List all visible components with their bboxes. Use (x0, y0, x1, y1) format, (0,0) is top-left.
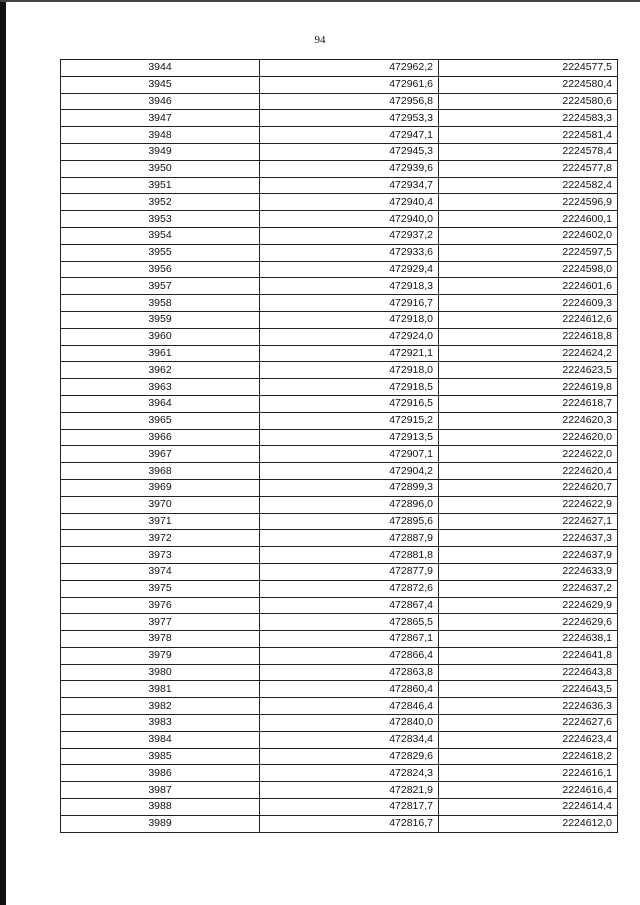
x-coordinate-cell: 472860,4 (260, 681, 439, 698)
table-row (61, 664, 618, 681)
x-coordinate-cell: 472816,7 (260, 815, 439, 832)
x-coordinate-cell: 472896,0 (260, 496, 439, 513)
table-row (61, 429, 618, 446)
table-row (61, 463, 618, 480)
y-coordinate-cell: 2224581,4 (439, 127, 618, 144)
x-coordinate-cell: 472866,4 (260, 647, 439, 664)
page-number: 94 (314, 34, 326, 46)
table-row (61, 194, 618, 211)
table-row (61, 395, 618, 412)
point-number-cell: 3948 (61, 127, 260, 144)
x-coordinate-cell: 472933,6 (260, 244, 439, 261)
table-row (61, 127, 618, 144)
table-row (61, 261, 618, 278)
point-number-cell: 3980 (61, 664, 260, 681)
point-number-cell: 3971 (61, 513, 260, 530)
scan-left-border (0, 0, 6, 905)
y-coordinate-cell: 2224624,2 (439, 345, 618, 362)
table-row (61, 379, 618, 396)
point-number-cell: 3981 (61, 681, 260, 698)
y-coordinate-cell: 2224597,5 (439, 244, 618, 261)
table-row (61, 799, 618, 816)
y-coordinate-cell: 2224620,7 (439, 479, 618, 496)
table-row (61, 681, 618, 698)
point-number-cell: 3947 (61, 110, 260, 127)
table-row (61, 446, 618, 463)
table-row (61, 715, 618, 732)
table-row (61, 211, 618, 228)
point-number-cell: 3965 (61, 412, 260, 429)
point-number-cell: 3945 (61, 76, 260, 93)
table-row (61, 345, 618, 362)
table-row (61, 143, 618, 160)
x-coordinate-cell: 472929,4 (260, 261, 439, 278)
table-row (61, 547, 618, 564)
point-number-cell: 3969 (61, 479, 260, 496)
x-coordinate-cell: 472904,2 (260, 463, 439, 480)
table-row (61, 765, 618, 782)
y-coordinate-cell: 2224622,0 (439, 446, 618, 463)
table-row (61, 295, 618, 312)
table-row (61, 731, 618, 748)
y-coordinate-cell: 2224580,6 (439, 93, 618, 110)
coordinates-table (60, 59, 618, 833)
table-row (61, 177, 618, 194)
x-coordinate-cell: 472924,0 (260, 328, 439, 345)
point-number-cell: 3955 (61, 244, 260, 261)
y-coordinate-cell: 2224638,1 (439, 631, 618, 648)
x-coordinate-cell: 472961,6 (260, 76, 439, 93)
y-coordinate-cell: 2224582,4 (439, 177, 618, 194)
x-coordinate-cell: 472865,5 (260, 614, 439, 631)
table-row (61, 496, 618, 513)
x-coordinate-cell: 472887,9 (260, 530, 439, 547)
x-coordinate-cell: 472817,7 (260, 799, 439, 816)
y-coordinate-cell: 2224637,2 (439, 580, 618, 597)
coordinates-table-body (61, 60, 618, 833)
point-number-cell: 3970 (61, 496, 260, 513)
x-coordinate-cell: 472916,5 (260, 395, 439, 412)
table-row (61, 311, 618, 328)
point-number-cell: 3988 (61, 799, 260, 816)
x-coordinate-cell: 472881,8 (260, 547, 439, 564)
point-number-cell: 3966 (61, 429, 260, 446)
table-row (61, 815, 618, 832)
point-number-cell: 3963 (61, 379, 260, 396)
y-coordinate-cell: 2224620,3 (439, 412, 618, 429)
point-number-cell: 3954 (61, 227, 260, 244)
x-coordinate-cell: 472895,6 (260, 513, 439, 530)
x-coordinate-cell: 472916,7 (260, 295, 439, 312)
y-coordinate-cell: 2224618,8 (439, 328, 618, 345)
table-row (61, 160, 618, 177)
y-coordinate-cell: 2224623,5 (439, 362, 618, 379)
x-coordinate-cell: 472913,5 (260, 429, 439, 446)
y-coordinate-cell: 2224627,6 (439, 715, 618, 732)
y-coordinate-cell: 2224616,1 (439, 765, 618, 782)
point-number-cell: 3978 (61, 631, 260, 648)
table-row (61, 479, 618, 496)
point-number-cell: 3956 (61, 261, 260, 278)
point-number-cell: 3986 (61, 765, 260, 782)
x-coordinate-cell: 472846,4 (260, 698, 439, 715)
point-number-cell: 3951 (61, 177, 260, 194)
x-coordinate-cell: 472872,6 (260, 580, 439, 597)
table-row (61, 362, 618, 379)
point-number-cell: 3984 (61, 731, 260, 748)
y-coordinate-cell: 2224636,3 (439, 698, 618, 715)
y-coordinate-cell: 2224620,0 (439, 429, 618, 446)
point-number-cell: 3944 (61, 60, 260, 77)
point-number-cell: 3982 (61, 698, 260, 715)
y-coordinate-cell: 2224577,8 (439, 160, 618, 177)
y-coordinate-cell: 2224619,8 (439, 379, 618, 396)
x-coordinate-cell: 472863,8 (260, 664, 439, 681)
y-coordinate-cell: 2224618,7 (439, 395, 618, 412)
x-coordinate-cell: 472877,9 (260, 563, 439, 580)
table-row (61, 60, 618, 77)
y-coordinate-cell: 2224609,3 (439, 295, 618, 312)
y-coordinate-cell: 2224616,4 (439, 782, 618, 799)
y-coordinate-cell: 2224620,4 (439, 463, 618, 480)
y-coordinate-cell: 2224577,5 (439, 60, 618, 77)
x-coordinate-cell: 472921,1 (260, 345, 439, 362)
y-coordinate-cell: 2224641,8 (439, 647, 618, 664)
x-coordinate-cell: 472918,5 (260, 379, 439, 396)
point-number-cell: 3959 (61, 311, 260, 328)
point-number-cell: 3949 (61, 143, 260, 160)
x-coordinate-cell: 472940,4 (260, 194, 439, 211)
y-coordinate-cell: 2224618,2 (439, 748, 618, 765)
point-number-cell: 3987 (61, 782, 260, 799)
x-coordinate-cell: 472953,3 (260, 110, 439, 127)
table-row (61, 412, 618, 429)
table-row (61, 698, 618, 715)
y-coordinate-cell: 2224598,0 (439, 261, 618, 278)
y-coordinate-cell: 2224580,4 (439, 76, 618, 93)
y-coordinate-cell: 2224633,9 (439, 563, 618, 580)
table-row (61, 647, 618, 664)
y-coordinate-cell: 2224623,4 (439, 731, 618, 748)
table-row (61, 244, 618, 261)
table-row (61, 93, 618, 110)
x-coordinate-cell: 472867,1 (260, 631, 439, 648)
x-coordinate-cell: 472962,2 (260, 60, 439, 77)
point-number-cell: 3985 (61, 748, 260, 765)
point-number-cell: 3983 (61, 715, 260, 732)
x-coordinate-cell: 472840,0 (260, 715, 439, 732)
point-number-cell: 3967 (61, 446, 260, 463)
y-coordinate-cell: 2224643,5 (439, 681, 618, 698)
x-coordinate-cell: 472918,0 (260, 362, 439, 379)
y-coordinate-cell: 2224629,9 (439, 597, 618, 614)
point-number-cell: 3976 (61, 597, 260, 614)
point-number-cell: 3960 (61, 328, 260, 345)
point-number-cell: 3973 (61, 547, 260, 564)
x-coordinate-cell: 472934,7 (260, 177, 439, 194)
table-row (61, 580, 618, 597)
table-row (61, 563, 618, 580)
point-number-cell: 3952 (61, 194, 260, 211)
point-number-cell: 3989 (61, 815, 260, 832)
x-coordinate-cell: 472945,3 (260, 143, 439, 160)
point-number-cell: 3962 (61, 362, 260, 379)
y-coordinate-cell: 2224601,6 (439, 278, 618, 295)
x-coordinate-cell: 472899,3 (260, 479, 439, 496)
y-coordinate-cell: 2224637,3 (439, 530, 618, 547)
point-number-cell: 3968 (61, 463, 260, 480)
point-number-cell: 3974 (61, 563, 260, 580)
table-row (61, 597, 618, 614)
table-row (61, 278, 618, 295)
point-number-cell: 3977 (61, 614, 260, 631)
x-coordinate-cell: 472915,2 (260, 412, 439, 429)
point-number-cell: 3953 (61, 211, 260, 228)
table-row (61, 110, 618, 127)
y-coordinate-cell: 2224643,8 (439, 664, 618, 681)
y-coordinate-cell: 2224629,6 (439, 614, 618, 631)
x-coordinate-cell: 472956,8 (260, 93, 439, 110)
x-coordinate-cell: 472821,9 (260, 782, 439, 799)
table-row (61, 748, 618, 765)
y-coordinate-cell: 2224627,1 (439, 513, 618, 530)
y-coordinate-cell: 2224578,4 (439, 143, 618, 160)
table-row (61, 328, 618, 345)
table-row (61, 530, 618, 547)
y-coordinate-cell: 2224602,0 (439, 227, 618, 244)
table-row (61, 513, 618, 530)
y-coordinate-cell: 2224622,9 (439, 496, 618, 513)
y-coordinate-cell: 2224583,3 (439, 110, 618, 127)
table-row (61, 631, 618, 648)
point-number-cell: 3979 (61, 647, 260, 664)
x-coordinate-cell: 472907,1 (260, 446, 439, 463)
x-coordinate-cell: 472939,6 (260, 160, 439, 177)
table-row (61, 227, 618, 244)
x-coordinate-cell: 472940,0 (260, 211, 439, 228)
x-coordinate-cell: 472918,3 (260, 278, 439, 295)
scan-top-border (0, 0, 640, 2)
y-coordinate-cell: 2224637,9 (439, 547, 618, 564)
y-coordinate-cell: 2224612,6 (439, 311, 618, 328)
y-coordinate-cell: 2224614,4 (439, 799, 618, 816)
x-coordinate-cell: 472824,3 (260, 765, 439, 782)
point-number-cell: 3950 (61, 160, 260, 177)
point-number-cell: 3946 (61, 93, 260, 110)
point-number-cell: 3972 (61, 530, 260, 547)
x-coordinate-cell: 472937,2 (260, 227, 439, 244)
point-number-cell: 3975 (61, 580, 260, 597)
point-number-cell: 3964 (61, 395, 260, 412)
point-number-cell: 3957 (61, 278, 260, 295)
point-number-cell: 3961 (61, 345, 260, 362)
y-coordinate-cell: 2224600,1 (439, 211, 618, 228)
y-coordinate-cell: 2224612,0 (439, 815, 618, 832)
y-coordinate-cell: 2224596,9 (439, 194, 618, 211)
point-number-cell: 3958 (61, 295, 260, 312)
x-coordinate-cell: 472834,4 (260, 731, 439, 748)
table-row (61, 782, 618, 799)
x-coordinate-cell: 472829,6 (260, 748, 439, 765)
x-coordinate-cell: 472918,0 (260, 311, 439, 328)
x-coordinate-cell: 472947,1 (260, 127, 439, 144)
table-row (61, 76, 618, 93)
x-coordinate-cell: 472867,4 (260, 597, 439, 614)
table-row (61, 614, 618, 631)
